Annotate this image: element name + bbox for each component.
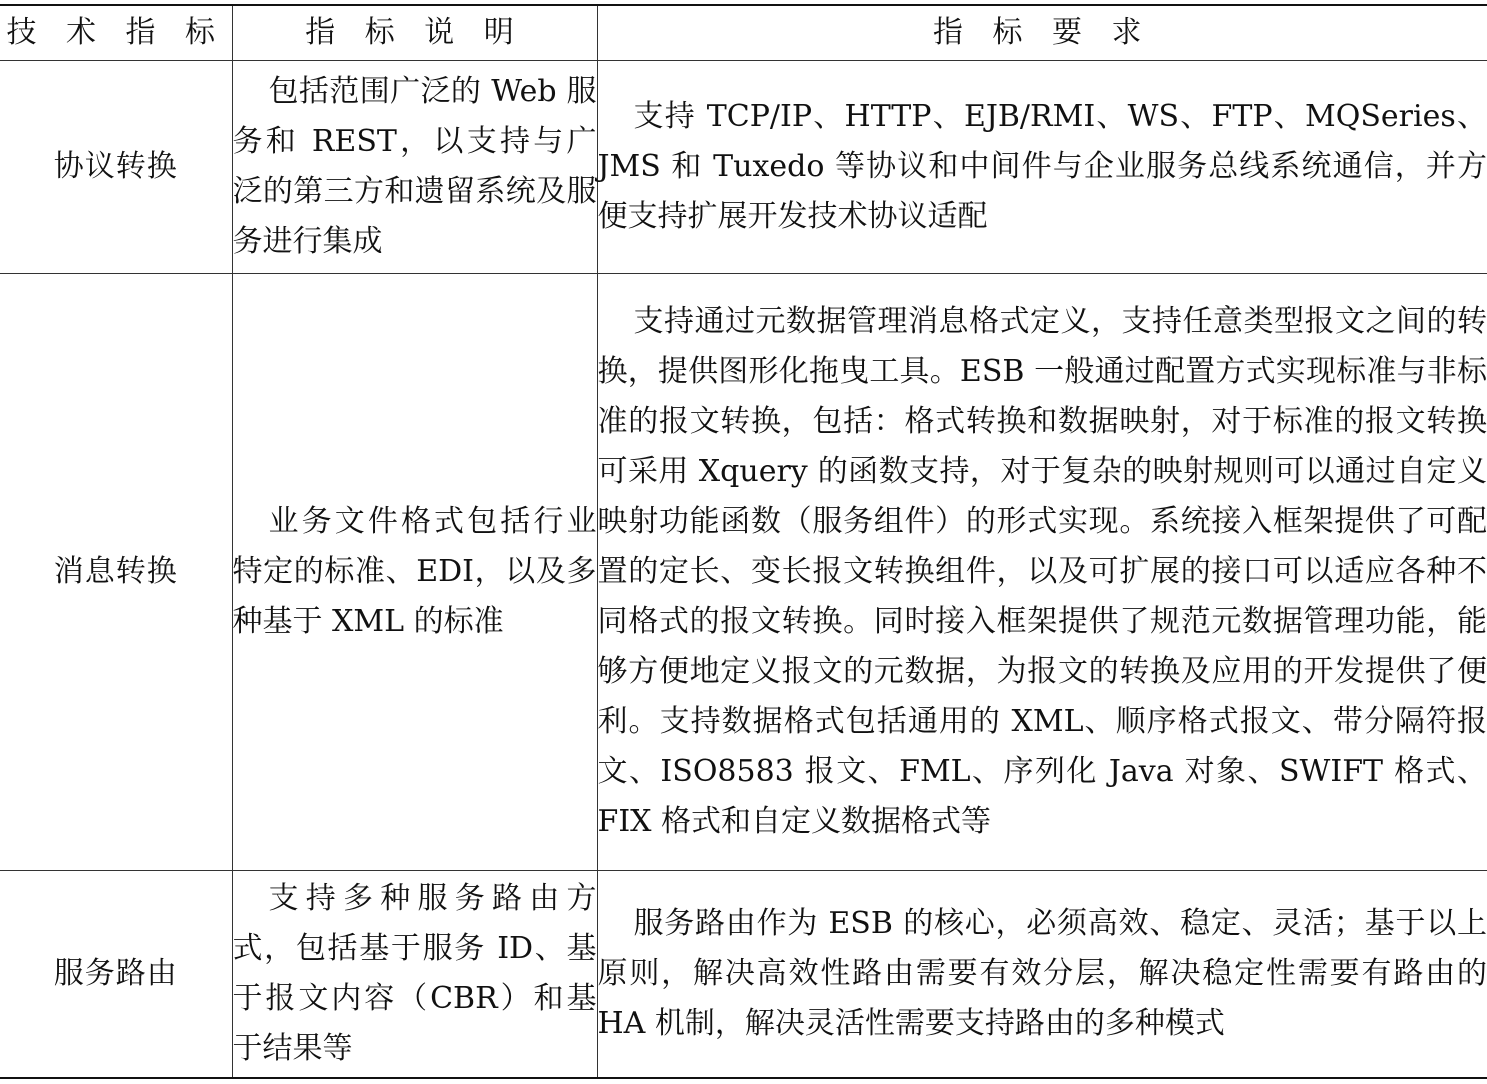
description-text: 业务文件格式包括行业特定的标准、EDI，以及多种基于 XML 的标准	[232, 504, 597, 639]
table-row	[0, 61, 1487, 274]
description-cell	[232, 871, 597, 1079]
requirement-cell	[597, 274, 1487, 871]
metric-cell: 协议转换	[0, 61, 232, 274]
description-text: 支持多种服务路由方式，包括基于服务 ID、基于报文内容（CBR）和基于结果等	[232, 881, 597, 1066]
requirement-text: 支持通过元数据管理消息格式定义，支持任意类型报文之间的转换，提供图形化拖曳工具。ESB 一般通过配置方式实现标准与非标准的报文转换，包括：格式转换和数据映射，对于标准的报文转换可采用 Xquery 的函数支持，对于复杂的映射规则可以通过自定义映射功能函数（服务组件）的形式实现。系统接入框架提供了可配置的定长、变长报文转换组件，以及可扩展的接口可以适应各种不同格式的报文转换。同时接入框架提供了规范元数据管理功能，能够方便地定义报文的元数据，为报文的转换及应用的开发提供了便利。支持数据格式包括通用的 XML、顺序格式报文、带分隔符报文、ISO8583 报文、FML、序列化 Java 对象、SWIFT 格式、FIX 格式和自定义数据格式等	[597, 304, 1487, 839]
requirement-cell	[597, 871, 1487, 1079]
header-requirement: 指 标 要 求	[597, 5, 1487, 61]
requirement-cell	[597, 61, 1487, 274]
requirement-text: 服务路由作为 ESB 的核心，必须高效、稳定、灵活；基于以上原则，解决高效性路由需要有效分层，解决稳定性需要有路由的 HA 机制，解决灵活性需要支持路由的多种模式	[597, 906, 1487, 1041]
metric-cell: 服务路由	[0, 871, 232, 1079]
header-row	[0, 5, 1487, 61]
table-row	[0, 274, 1487, 871]
metric-cell: 消息转换	[0, 274, 232, 871]
table-row	[0, 871, 1487, 1079]
spec-table	[0, 4, 1487, 1079]
description-cell	[232, 61, 597, 274]
description-cell	[232, 274, 597, 871]
header-description: 指 标 说 明	[232, 5, 597, 61]
header-metric: 技 术 指 标	[0, 5, 232, 61]
requirement-text: 支持 TCP/IP、HTTP、EJB/RMI、WS、FTP、MQSeries、JMS 和 Tuxedo 等协议和中间件与企业服务总线系统通信，并方便支持扩展开发技术协议适配	[597, 99, 1487, 234]
description-text: 包括范围广泛的 Web 服务和 REST，以支持与广泛的第三方和遗留系统及服务进行集成	[232, 74, 597, 259]
